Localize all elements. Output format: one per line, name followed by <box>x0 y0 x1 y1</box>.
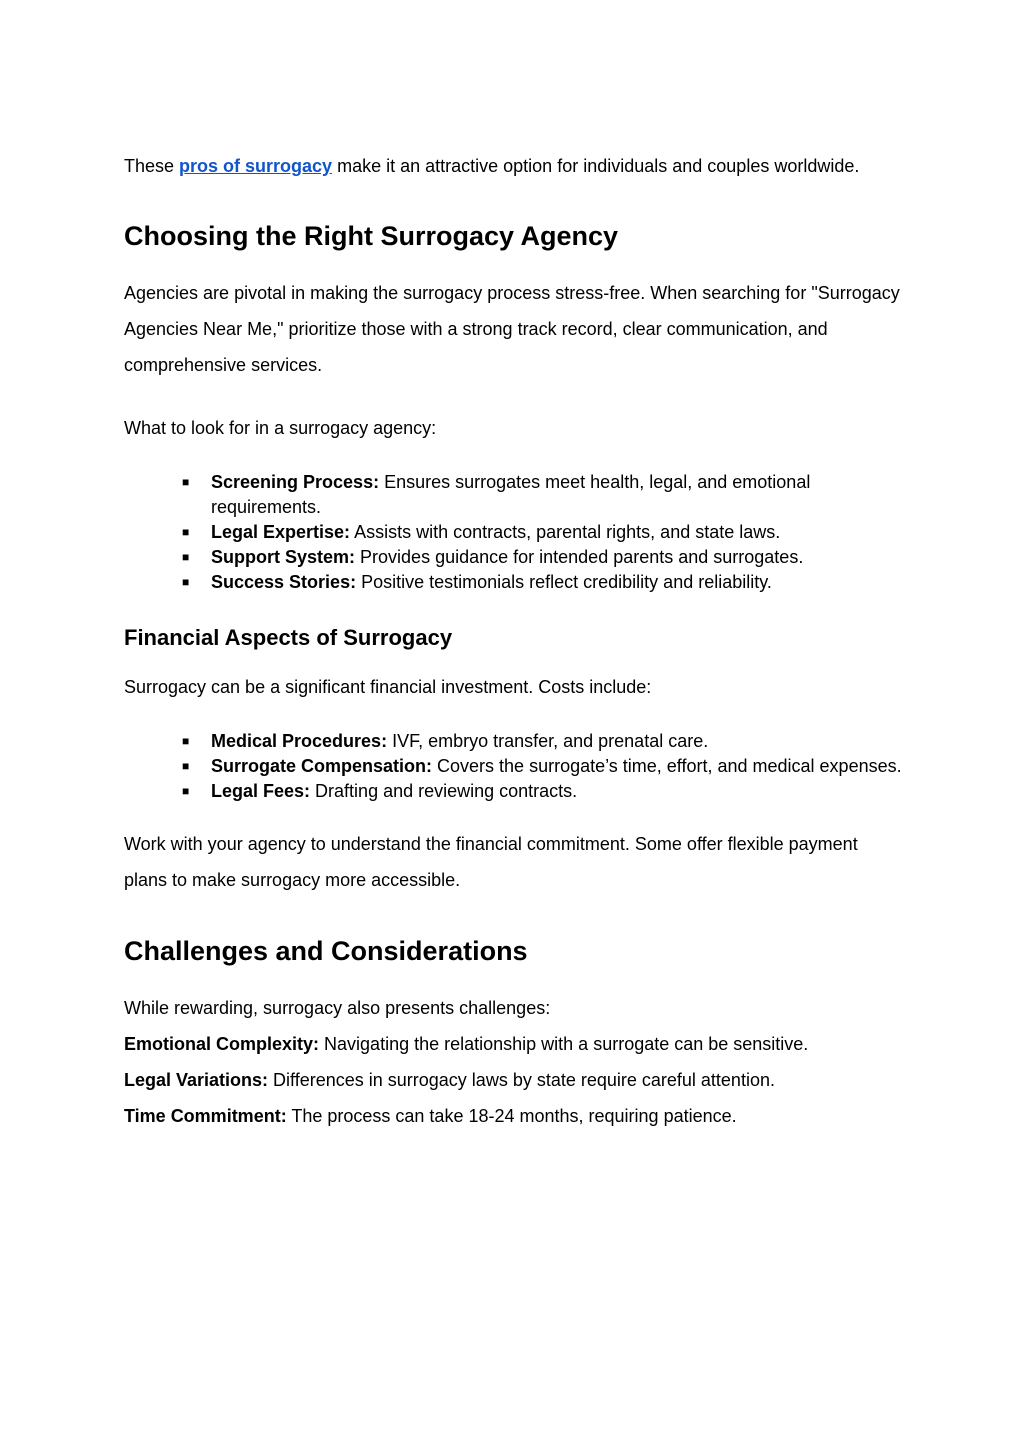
list-item-text: Ensures surrogates meet health, legal, and emotional requirements. <box>211 472 811 517</box>
list-item-term: Legal Fees: <box>211 781 311 801</box>
list-item-term: Medical Procedures: <box>211 731 388 751</box>
bullet-square-icon: ■ <box>182 575 190 589</box>
challenges-intro: While rewarding, surrogacy also presents challenges: <box>124 998 551 1018</box>
heading-financial-aspects: Financial Aspects of Surrogacy <box>124 625 453 650</box>
bullet-square-icon: ■ <box>182 759 190 773</box>
financial-closing-paragraph: Work with your agency to understand the financial commitment. Some offer flexible payment plans to make surrogacy more accessible. <box>124 834 858 890</box>
list-item <box>182 570 904 595</box>
list-item-term: Support System: <box>211 547 356 567</box>
agency-paragraph: Agencies are pivotal in making the surrogacy process stress-free. When searching for "Surrogacy Agencies Near Me," prioritize those with a strong track record, clear communication, and comprehensive services. <box>124 283 900 375</box>
list-item-text: Provides guidance for intended parents and surrogates. <box>355 547 804 567</box>
list-item-term: Legal Expertise: <box>211 522 351 542</box>
list-item-text: Drafting and reviewing contracts. <box>310 781 578 801</box>
agency-criteria-list <box>124 470 904 595</box>
challenge-text: The process can take 18-24 months, requiring patience. <box>286 1106 737 1126</box>
bullet-square-icon: ■ <box>182 475 190 489</box>
list-item <box>182 754 904 779</box>
financial-list-intro: Surrogacy can be a significant financial investment. Costs include: <box>124 677 652 697</box>
intro-paragraph <box>124 148 904 184</box>
list-item-text: Covers the surrogate’s time, effort, and medical expenses. <box>432 756 902 776</box>
list-item-term: Screening Process: <box>211 472 380 492</box>
bullet-square-icon: ■ <box>182 734 190 748</box>
list-item-text: Assists with contracts, parental rights, and state laws. <box>350 522 781 542</box>
list-item-term: Success Stories: <box>211 572 357 592</box>
bullet-square-icon: ■ <box>182 525 190 539</box>
challenge-term: Emotional Complexity: <box>124 1034 320 1054</box>
challenge-text: Differences in surrogacy laws by state require careful attention. <box>268 1070 775 1090</box>
challenge-item <box>124 1098 904 1134</box>
list-item-term: Surrogate Compensation: <box>211 756 433 776</box>
list-item <box>182 545 904 570</box>
document-page <box>124 148 904 1134</box>
challenge-item <box>124 1062 904 1098</box>
pros-of-surrogacy-link[interactable]: pros of surrogacy <box>179 156 333 176</box>
agency-list-intro: What to look for in a surrogacy agency: <box>124 418 437 438</box>
heading-choosing-agency: Choosing the Right Surrogacy Agency <box>124 221 619 251</box>
challenge-term: Time Commitment: <box>124 1106 287 1126</box>
intro-suffix: make it an attractive option for individuals and couples worldwide. <box>332 156 860 176</box>
challenge-item <box>124 1026 904 1062</box>
bullet-square-icon: ■ <box>182 784 190 798</box>
bullet-square-icon: ■ <box>182 550 190 564</box>
challenge-text: Navigating the relationship with a surrogate can be sensitive. <box>319 1034 809 1054</box>
list-item <box>182 779 904 804</box>
list-item-text: IVF, embryo transfer, and prenatal care. <box>387 731 709 751</box>
financial-costs-list <box>124 729 904 804</box>
list-item <box>182 470 904 520</box>
list-item-text: Positive testimonials reflect credibility and reliability. <box>356 572 772 592</box>
list-item <box>182 729 904 754</box>
heading-challenges: Challenges and Considerations <box>124 936 528 966</box>
intro-prefix: These <box>124 156 180 176</box>
list-item <box>182 520 904 545</box>
challenge-term: Legal Variations: <box>124 1070 269 1090</box>
